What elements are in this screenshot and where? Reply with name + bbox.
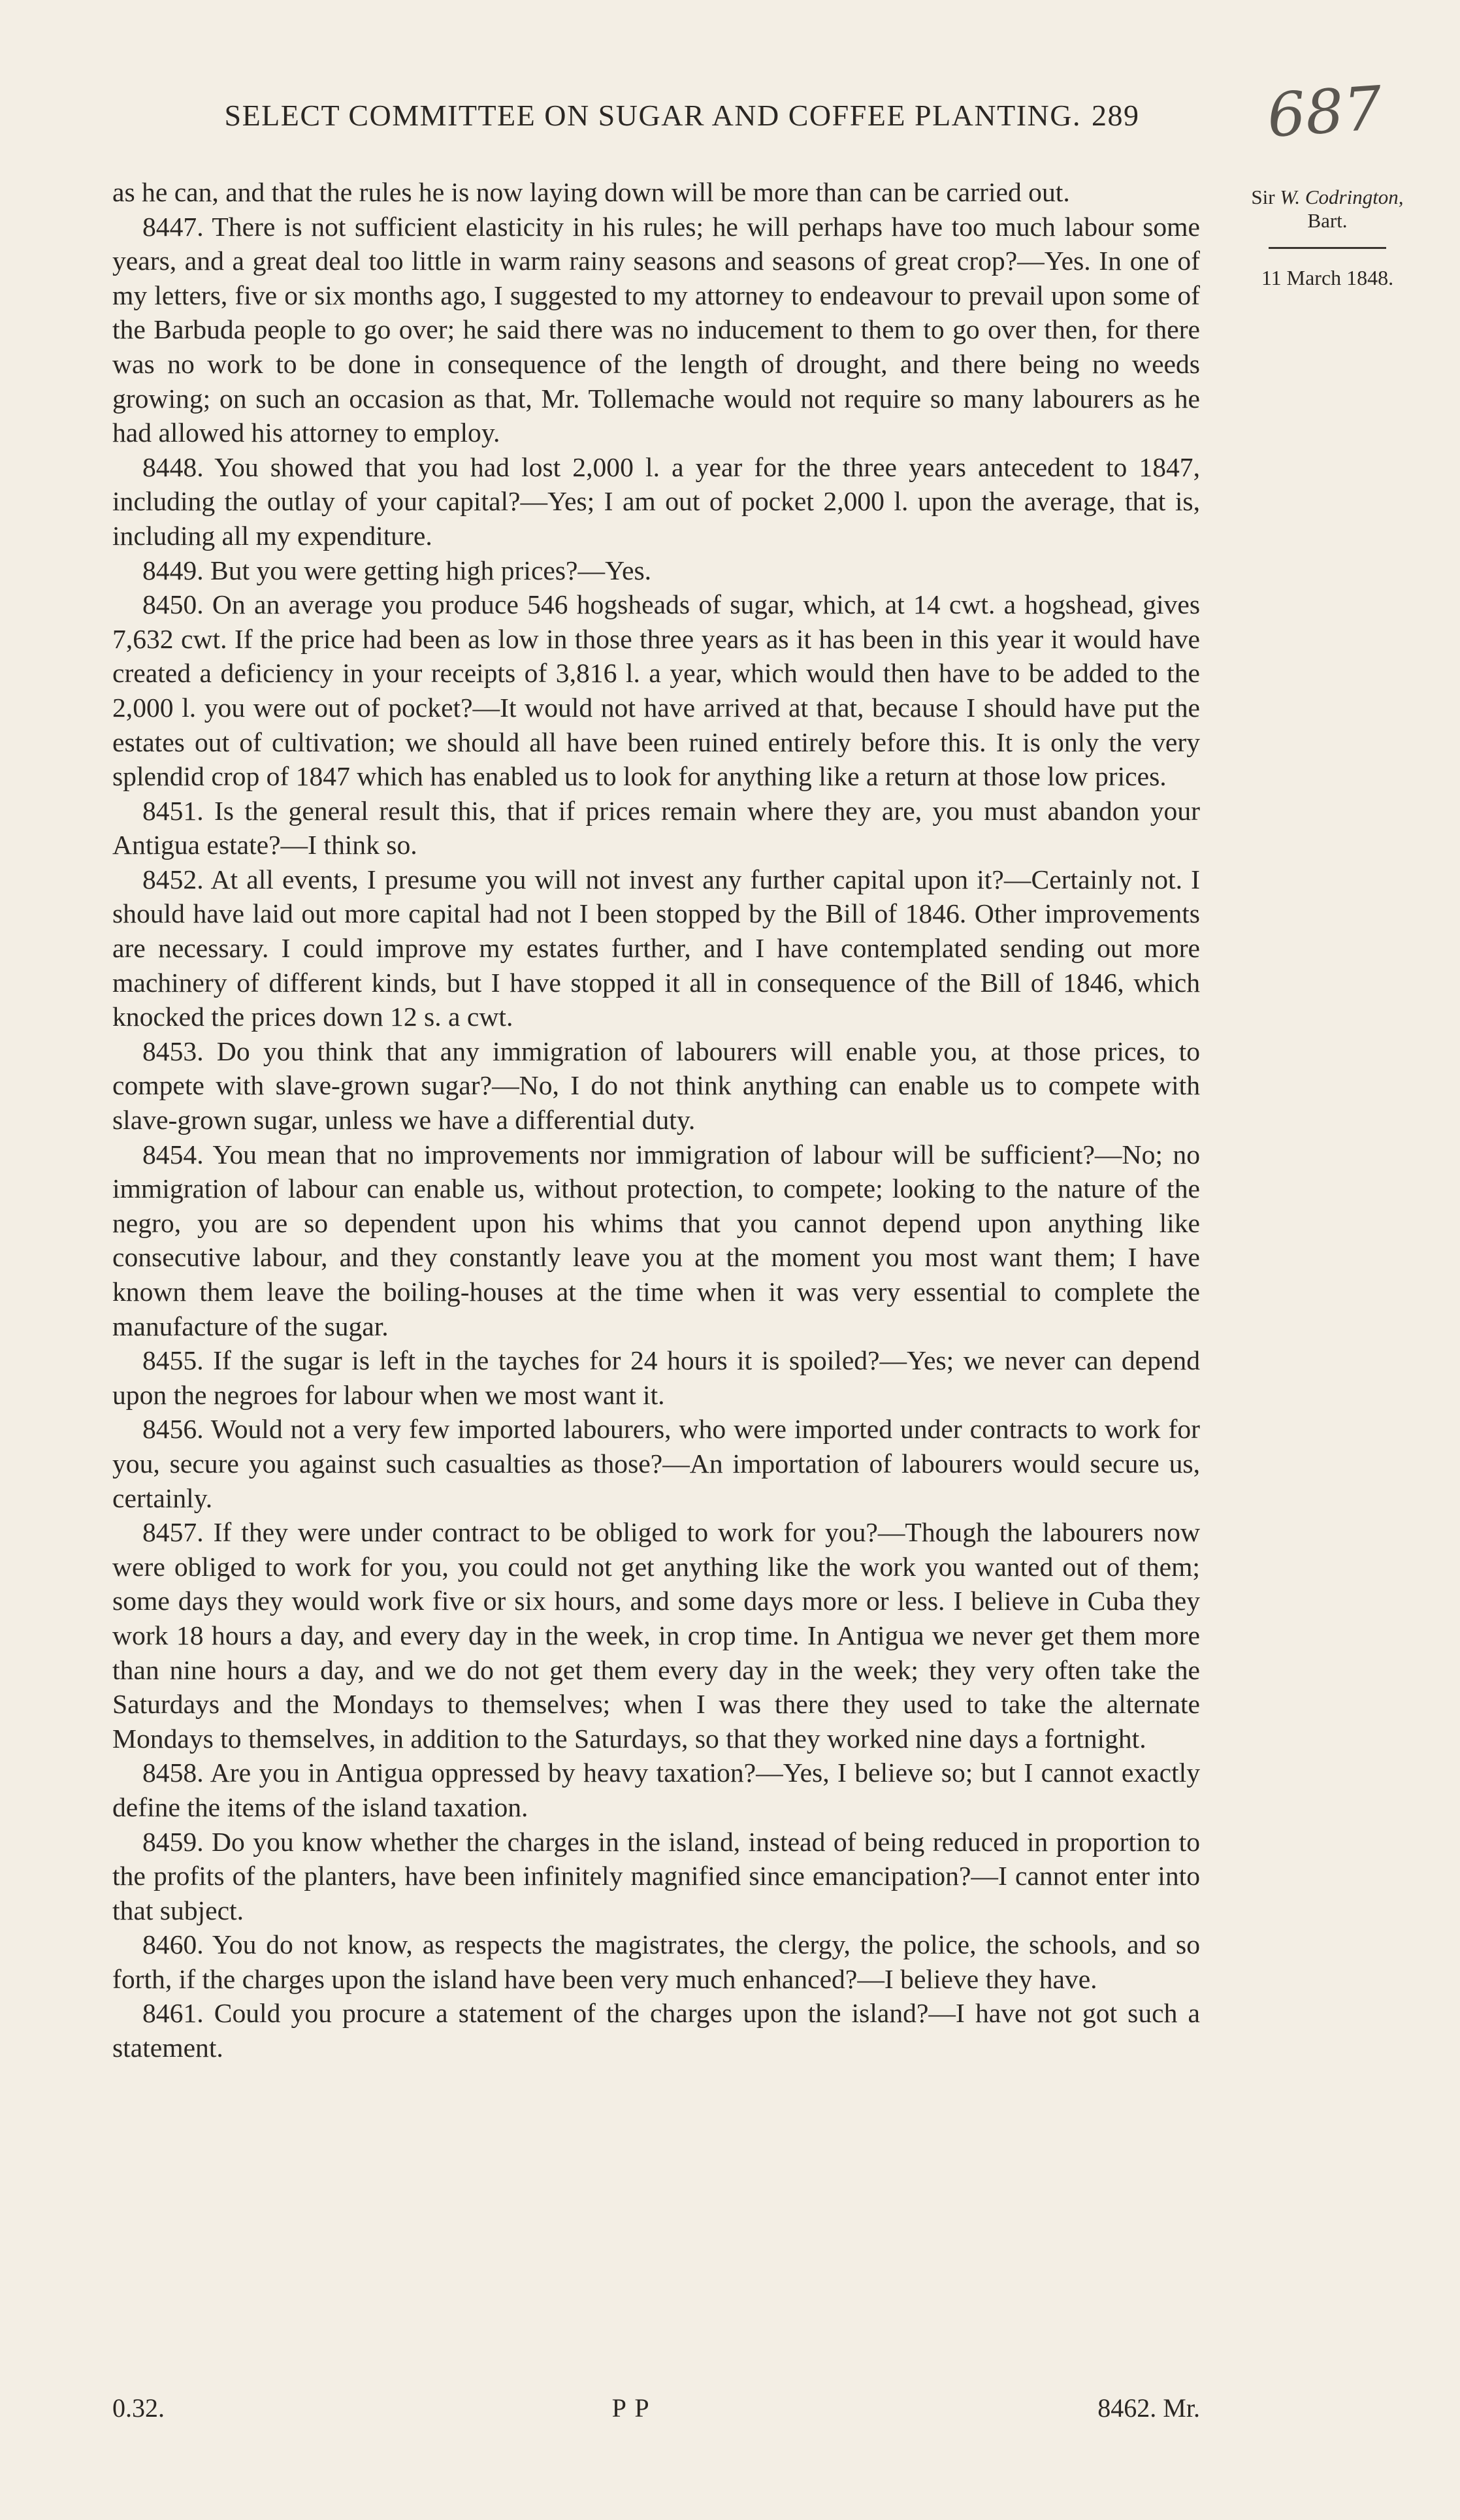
evidence-date: 11 March 1848.	[1261, 266, 1394, 289]
question-8454: 8454. You mean that no improvements nor immigration of labour will be sufficient?—No; no immigration of labour can enable us, without protection, to compete; looking to the nature of the negro, you are so dependent upon his whims that you cannot depend upon anything like consecutive labour, and they constantly leave you at the moment you most want them; I have known them leave the boiling-houses at the time when it was very essential to complete the manufacture of the sugar.	[112, 1139, 1200, 1341]
witness-name	[1216, 186, 1438, 209]
question-8453: 8453. Do you think that any immigration of labourers will enable you, at those prices, to compete with slave-grown sugar?—No, I do not think anything can enable us to compete with slave-grown sugar, unless we have a differential duty.	[112, 1036, 1200, 1136]
question-8460: 8460. You do not know, as respects the magistrates, the clergy, the police, the schools, and so forth, if the charges upon the island have been very much enhanced?—I believe they have.	[112, 1929, 1200, 1994]
witness-surname: W. Codrington,	[1280, 186, 1404, 208]
question-8450: 8450. On an average you produce 546 hogsheads of sugar, which, at 14 cwt. a hogshead, gives 7,632 cwt. If the price had been as low in those three years as it has been in this year it would have created a deficiency in your receipts of 3,816 l. a year, which would then have to be added to the 2,000 l. you were out of pocket?—It would not have arrived at that, because I should have put the estates out of cultivation; we should all have been ruined entirely before this. It is only the very splendid crop of 1847 which has enabled us to look for anything like a return at those low prices.	[112, 589, 1200, 792]
sidenote-divider	[1269, 247, 1386, 249]
footer-sheet-number: 0.32.	[112, 2393, 165, 2423]
running-header	[146, 98, 1218, 133]
page-title: SELECT COMMITTEE ON SUGAR AND COFFEE PLANTING.	[224, 99, 1081, 132]
question-8457: 8457. If they were under contract to be obliged to work for you?—Though the labourers now were obliged to work for you, you could not get anything like the work you wanted out of them; some days they would work five or six hours, and some days more or less. I believe in Cuba they work 18 hours a day, and every day in the week, in crop time. In Antigua we never get them more than nine hours a day, and we do not get them every day in the week; they very often take the Saturdays and the Mondays to themselves; when I was there they used to take the alternate Mondays to themselves, in addition to the Saturdays, so that they worked nine days a fortnight.	[112, 1517, 1200, 1754]
question-8458: 8458. Are you in Antigua oppressed by heavy taxation?—Yes, I believe so; but I cannot exactly define the items of the island taxation.	[112, 1758, 1200, 1822]
question-8459: 8459. Do you know whether the charges in the island, instead of being reduced in proportion to the profits of the planters, have been infinitely magnified since emancipation?—I cannot enter into that subject.	[112, 1826, 1200, 1925]
body-text	[112, 175, 1200, 2065]
question-8449: 8449. But you were getting high prices?—Yes.	[142, 555, 652, 585]
paragraph-continuation: as he can, and that the rules he is now laying down will be more than can be carried out.	[112, 177, 1070, 207]
question-8448: 8448. You showed that you had lost 2,000 l. a year for the three years antecedent to 1847, including the outlay of your capital?—Yes; I am out of pocket 2,000 l. upon the average, that is, including all my expenditure.	[112, 451, 1200, 551]
footer-catchword: 8462. Mr.	[1097, 2393, 1200, 2423]
footer-signature-mark: P P	[611, 2393, 651, 2423]
question-8455: 8455. If the sugar is left in the tayches for 24 hours it is spoiled?—Yes; we never can depend upon the negroes for labour when we most want it.	[112, 1345, 1200, 1410]
margin-sidenote	[1216, 186, 1438, 290]
witness-title: Bart.	[1307, 209, 1348, 232]
question-8456: 8456. Would not a very few imported labourers, who were imported under contracts to work for you, secure you against such casualties as those?—An importation of labourers would secure us, certainly.	[112, 1414, 1200, 1513]
page-number: 289	[1091, 99, 1140, 132]
question-8461: 8461. Could you procure a statement of the charges upon the island?—I have not got such a statement.	[112, 1998, 1200, 2063]
question-8451: 8451. Is the general result this, that if prices remain where they are, you must abandon your Antigua estate?—I think so.	[112, 795, 1200, 860]
question-8447: 8447. There is not sufficient elasticity in his rules; he will perhaps have too much labour some years, and a great deal too little in warm rainy seasons and seasons of great crop?—Yes. In one of my letters, five or six months ago, I suggested to my attorney to endeavour to prevail upon some of the Barbuda people to go over; he said there was no inducement to them to go over then, for there was no work to be done in consequence of the length of drought, and there being no weeds growing; on such an occasion as that, Mr. Tollemache would not require so many labourers as he had allowed his attorney to employ.	[112, 211, 1200, 448]
witness-honorific: Sir	[1251, 186, 1275, 208]
question-8452: 8452. At all events, I presume you will not invest any further capital upon it?—Certainly not. I should have laid out more capital had not I been stopped by the Bill of 1846. Other improvements are necessary. I could improve my estates further, and I have contemplated sending out more machinery of different kinds, but I have stopped it all in consequence of the Bill of 1846, which knocked the prices down 12 s. a cwt.	[112, 864, 1200, 1032]
page-footer	[112, 2393, 1200, 2423]
handwritten-folio-number: 687	[1265, 73, 1385, 151]
